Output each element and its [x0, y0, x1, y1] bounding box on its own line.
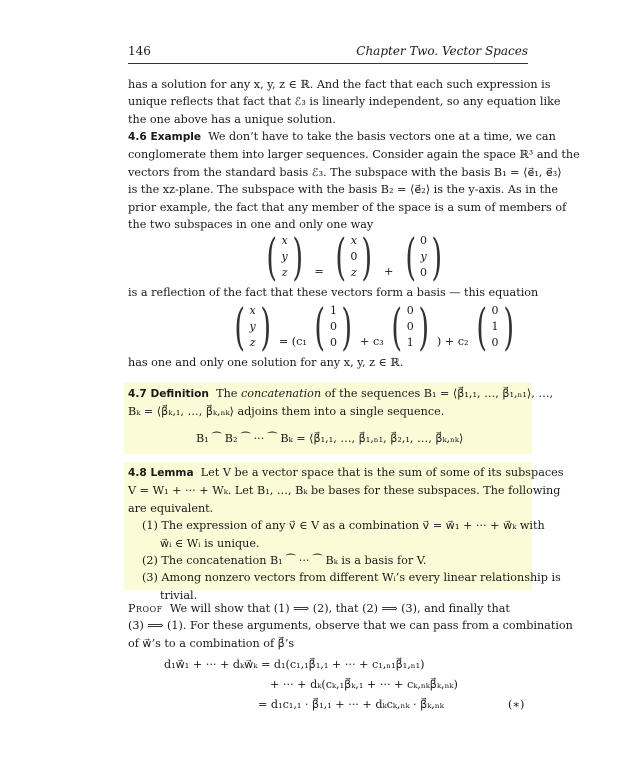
text-line: unique reflects that fact that ℰ₃ is linearly independent, so any equation like — [128, 95, 561, 109]
defined-term: concatenation — [240, 387, 322, 400]
text-line: are equivalent. — [128, 501, 214, 515]
column-vector: ( x 0 z ) — [335, 228, 373, 286]
text-line: (3) ⟹ (1). For these arguments, observe that we can pass from a combination — [128, 619, 573, 633]
example-4-6 — [128, 128, 580, 233]
lemma-item-3-cont: trivial. — [160, 588, 198, 602]
text-line: vectors from the standard basis ℰ₃. The subspace with the basis B₁ = ⟨e⃗₁, e⃗₃⟩ — [128, 165, 562, 179]
column-vector: ( 0 0 1 ) — [391, 298, 429, 356]
example-closing: has one and only one solution for any x, y, z ∈ ℝ. — [128, 356, 404, 369]
concatenation-formula: B₁ ⁀ B₂ ⁀ ··· ⁀ Bₖ = ⟨β⃗₁,₁, …, β⃗₁,ₙ₁, β⃗₂,₁, …, β⃗ₖ,ₙₖ⟩ — [196, 432, 464, 445]
header-rule — [128, 63, 528, 64]
text-line: has a solution for any x, y, z ∈ ℝ. And the fact that each such expression is — [128, 78, 551, 91]
proof-label: Proof — [128, 602, 163, 615]
text-line: the one above has a unique solution. — [128, 112, 336, 126]
lemma-4-8: 4.8 Lemma Let V be a vector space that is the sum of some of its subspaces V = W₁ + ··· + Wₖ. Let B₁, …, Bₖ be bases for these subspaces. The following are equivalent. (1) The expression of any v⃗ ∈ V as a combination v⃗ = w⃗₁ + ··· + w⃗ₖ with w⃗ᵢ ∈ Wᵢ is unique. (2) The concatenation B₁ ⁀ ··· ⁀ Bₖ is a basis for V. (3) Among nonzero vectors from different Wᵢ’s every linear relationship is trivial. — [128, 464, 528, 604]
equation-tag: (∗) — [508, 698, 525, 711]
proof-equation-line-2: + ··· + dₖ(cₖ,₁β⃗ₖ,₁ + ··· + cₖ,ₙₖβ⃗ₖ,ₙₖ) — [270, 678, 458, 691]
text-line: We don’t have to take the basis vectors one at a time, we can — [208, 130, 556, 143]
lemma-label: 4.8 Lemma — [128, 467, 194, 479]
text-line: V = W₁ + ··· + Wₖ. Let B₁, …, Bₖ be bases for these subspaces. The following — [128, 484, 561, 498]
vector-equation-1: ( x y z ) = ( x 0 z ) + ( 0 y 0 ) — [262, 232, 447, 282]
example-label: 4.6 Example — [128, 131, 202, 143]
column-vector: ( 0 y 0 ) — [404, 228, 443, 286]
column-vector: ( 1 0 0 ) — [314, 298, 353, 356]
lemma-item-1-cont: w⃗ᵢ ∈ Wᵢ is unique. — [160, 536, 260, 550]
text-line: Bₖ = ⟨β⃗ₖ,₁, …, β⃗ₖ,ₙₖ⟩ adjoins them into a single sequence. — [128, 405, 445, 419]
between-line: is a reflection of the fact that these vectors form a basis — this equation — [128, 286, 539, 299]
text-line: is the xz-plane. The subspace with the basis B₂ = ⟨e⃗₂⟩ is the y-axis. As in the — [128, 183, 558, 197]
proof: Proof We will show that (1) ⟹ (2), that (2) ⟹ (3), and finally that (3) ⟹ (1). For these arguments, observe that we can pass from a combination of w⃗’s to a combination of β⃗’s — [128, 600, 528, 652]
text-line: prior example, the fact that any member of the space is a sum of members of — [128, 200, 567, 214]
text-line: of w⃗’s to a combination of β⃗’s — [128, 636, 295, 650]
text-line: the two subspaces in one and only one way — [128, 218, 374, 232]
column-vector: ( 0 1 0 ) — [476, 298, 514, 356]
proof-equation-line-3: = d₁c₁,₁ · β⃗₁,₁ + ··· + dₖcₖ,ₙₖ · β⃗ₖ,ₙₖ — [258, 698, 444, 711]
intro-paragraph — [128, 76, 561, 128]
lemma-item-2: (2) The concatenation B₁ ⁀ ··· ⁀ Bₖ is a basis for V. — [142, 554, 427, 568]
lemma-item-1: (1) The expression of any v⃗ ∈ V as a combination v⃗ = w⃗₁ + ··· + w⃗ₖ with — [142, 519, 545, 533]
chapter-title: Chapter Two. Vector Spaces — [356, 44, 528, 58]
definition-4-7: 4.7 Definition The concatenation of the sequences B₁ = ⟨β⃗₁,₁, …, β⃗₁,ₙ₁⟩, …, Bₖ = ⟨β⃗ₖ,₁, …, β⃗ₖ,ₙₖ⟩ adjoins them into a single sequence. — [128, 385, 528, 421]
page-header — [128, 44, 528, 58]
definition-label: 4.7 Definition — [128, 388, 209, 400]
text-line: conglomerate them into larger sequences. Consider again the space ℝ³ and the — [128, 148, 580, 162]
page-number: 146 — [128, 44, 151, 58]
lemma-item-3: (3) Among nonzero vectors from different Wᵢ’s every linear relationship is — [142, 571, 561, 585]
proof-equation-line-1: d₁w⃗₁ + ··· + dₖw⃗ₖ = d₁(c₁,₁β⃗₁,₁ + ··· + c₁,ₙ₁β⃗₁,ₙ₁) — [164, 658, 425, 671]
vector-equation-2: ( x y z ) = (c₁ ( 1 0 0 ) + c₃ ( 0 0 1 ) ) + c₂ ( 0 1 0 ) — [230, 302, 518, 352]
column-vector: ( x y z ) — [266, 228, 303, 286]
column-vector: ( x y z ) — [234, 298, 271, 356]
